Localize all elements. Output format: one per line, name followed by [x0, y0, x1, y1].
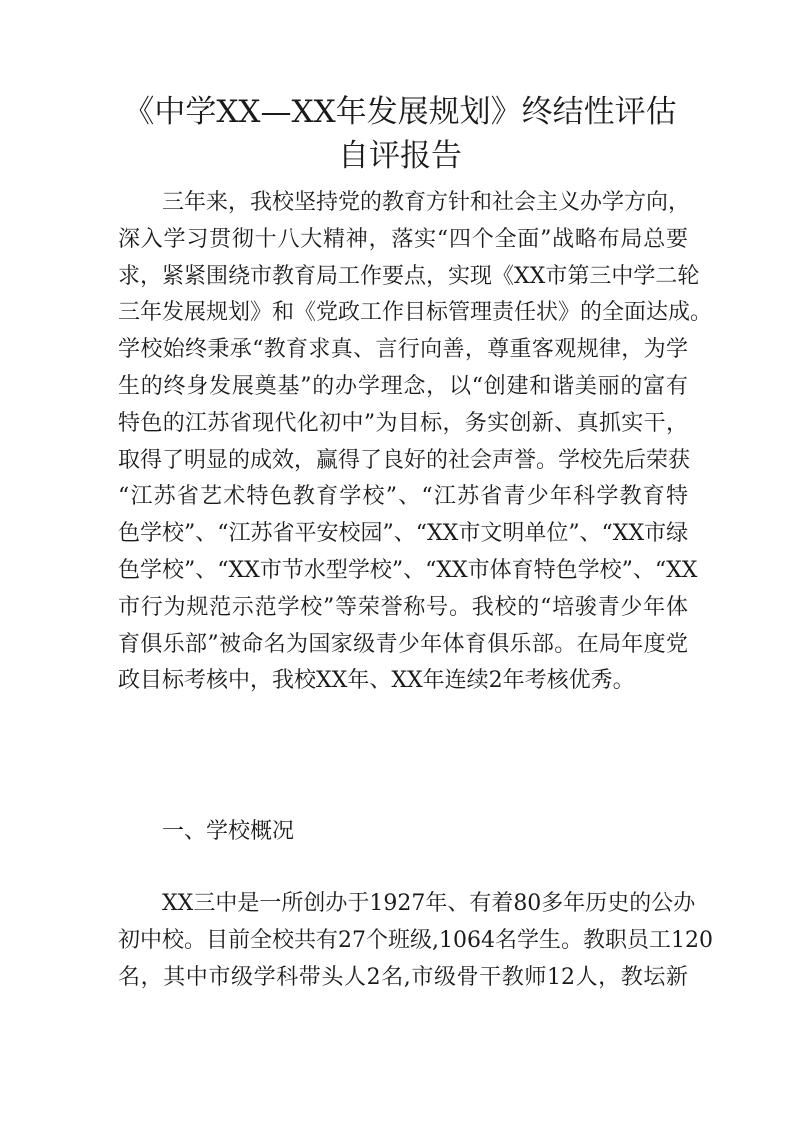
- intro-line: “江苏省艺术特色教育学校”、“江苏省青少年科学教育特: [118, 484, 688, 510]
- overview-line: 初中校。目前全校共有27个班级,1064名学生。教职员工120: [118, 927, 713, 953]
- intro-paragraph: [118, 185, 713, 700]
- intro-line: 求，紧紧围绕市教育局工作要点，实现《XX市第三中学二轮: [118, 263, 700, 289]
- intro-line: 深入学习贯彻十八大精神，落实“四个全面”战略布局总要: [118, 226, 688, 252]
- intro-line: 政目标考核中，我校XX年、XX年连续2年考核优秀。: [118, 668, 635, 694]
- overview-paragraph: [118, 886, 713, 996]
- title-line-1: 《中学XX—XX年发展规划》终结性评估: [123, 94, 677, 130]
- intro-line: 生的终身发展奠基”的办学理念，以“创建和谐美丽的富有: [118, 373, 688, 399]
- overview-line: XX三中是一所创办于1927年、有着80多年历史的公办: [162, 891, 696, 916]
- intro-line: 学校始终秉承“教育求真、言行向善，尊重客观规律，为学: [118, 337, 688, 363]
- intro-line: 育俱乐部”被命名为国家级青少年体育俱乐部。在局年度党: [118, 631, 688, 657]
- title-line-2: 自评报告: [338, 138, 462, 174]
- intro-line: 特色的江苏省现代化初中”为目标，务实创新、真抓实干，: [118, 410, 688, 436]
- intro-line: 三年发展规划》和《党政工作目标管理责任状》的全面达成。: [118, 300, 713, 326]
- intro-line: 色学校”、“XX市节水型学校”、“XX市体育特色学校”、“XX: [118, 557, 698, 583]
- intro-line: 取得了明显的成效，赢得了良好的社会声誉。学校先后荣获: [118, 447, 691, 473]
- overview-line: 名，其中市级学科带头人2名,市级骨干教师12人，教坛新: [118, 964, 688, 990]
- intro-line: 色学校”、“江苏省平安校园”、“XX市文明单位”、“XX市绿: [118, 521, 689, 547]
- section-heading: 一、学校概况: [162, 819, 295, 844]
- document-title: [100, 90, 700, 178]
- intro-line: 市行为规范示范学校”等荣誉称号。我校的“培骏青少年体: [118, 594, 688, 620]
- intro-line: 三年来，我校坚持党的教育方针和社会主义办学方向，: [162, 190, 691, 215]
